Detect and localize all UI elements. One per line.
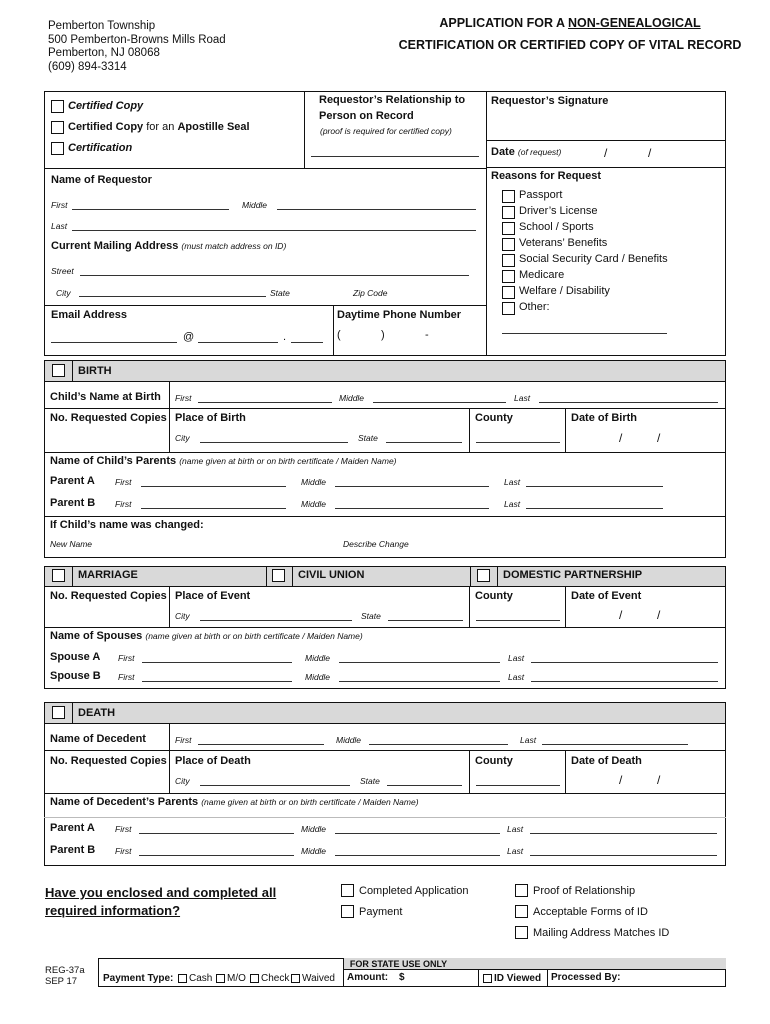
mailing-address-id-label: Mailing Address Matches ID [533,927,670,939]
spouse-a-first-label: First [118,653,135,663]
spouse-b-last-field[interactable] [531,681,718,682]
reason-social-security-label: Social Security Card / Benefits [519,253,668,265]
marriage-copies-label: No. Requested Copies [50,590,167,602]
death-county-field[interactable] [476,785,560,786]
death-date-slash-2: / [657,773,661,787]
reason-welfare-disability-checkbox[interactable] [502,286,515,299]
phone-close-paren: ) [381,329,385,341]
decedent-last-field[interactable] [542,744,688,745]
requestor-middle-label: Middle [242,200,268,210]
org-address-line2: Pemberton, NJ 08068 [48,47,160,59]
parent-b-label: Parent B [50,497,96,509]
decedent-parent-b-first-field[interactable] [139,855,294,856]
birth-county-field[interactable] [476,442,560,443]
decedent-last-label: Last [520,735,537,745]
child-first-label: First [175,393,192,403]
decedent-parent-b-first-label: First [115,846,132,856]
email-dot: . [283,331,287,343]
decedent-first-field[interactable] [198,744,324,745]
parent-a-middle-field[interactable] [335,486,489,487]
requestor-first-label: First [51,200,68,210]
marriage-checkbox[interactable] [52,569,65,582]
state-label: State [270,288,290,298]
reason-medicare-label: Medicare [519,269,565,281]
reasons-label: Reasons for Request [491,170,602,182]
spouse-b-last-label: Last [508,672,525,682]
pay-check-checkbox[interactable] [250,974,259,983]
death-county-label: County [475,755,513,767]
decedent-parent-b-middle-field[interactable] [335,855,500,856]
org-address-line1: 500 Pemberton-Browns Mills Road [48,34,226,46]
spouse-a-middle-label: Middle [305,653,331,663]
birth-date-label: Date of Birth [571,412,637,424]
requestor-last-field[interactable] [72,230,476,231]
death-section-title: DEATH [78,707,116,719]
phone-open-paren: ( [337,329,341,341]
street-field[interactable] [80,275,469,276]
decedent-parent-a-label: Parent A [50,822,95,834]
form-title-line1 [380,13,760,34]
checklist-question-1: Have you enclosed and completed all [45,885,277,900]
birth-checkbox[interactable] [52,364,65,377]
decedent-parent-b-middle-label: Middle [301,846,327,856]
org-phone: (609) 894-3314 [48,61,127,73]
birth-city-label: City [175,433,190,443]
spouse-b-label: Spouse B [50,670,101,682]
spouse-a-label: Spouse A [50,651,101,663]
certified-copy-label: Certified Copy [68,100,144,112]
completed-application-label: Completed Application [359,885,469,897]
describe-change-label: Describe Change [343,539,409,549]
relationship-field[interactable] [311,156,479,157]
death-checkbox[interactable] [52,706,65,719]
spouses-label: Name of Spouses (name given at birth or on birth certificate / Maiden Name) [50,630,363,642]
marriage-city-label: City [175,611,190,621]
certification-label: Certification [68,142,133,154]
email-label: Email Address [51,309,128,321]
city-label: City [56,288,71,298]
parent-b-last-field[interactable] [526,508,663,509]
parent-b-last-label: Last [504,499,521,509]
pay-mo-label: M/O [227,973,246,984]
reason-passport-checkbox[interactable] [502,190,515,203]
parent-b-middle-field[interactable] [335,508,489,509]
child-last-label: Last [514,393,531,403]
marriage-city-field[interactable] [200,620,352,621]
title-prefix: APPLICATION FOR A [439,16,569,30]
zip-label: Zip Code [353,288,388,298]
amount-label: Amount: [347,972,389,983]
title-underlined: NON-GENEALOGICAL [568,16,701,30]
reason-other-label: Other: [519,301,550,313]
decedent-parent-b-last-label: Last [507,846,524,856]
child-last-field[interactable] [539,402,718,403]
reason-passport-label: Passport [519,189,563,201]
death-date-label: Date of Death [571,755,642,767]
phone-label: Daytime Phone Number [337,309,462,321]
child-middle-field[interactable] [373,402,506,403]
name-changed-label: If Child’s name was changed: [50,519,204,531]
birth-copies-label: No. Requested Copies [50,412,167,424]
proof-of-relationship-checkbox[interactable] [515,884,528,897]
proof-of-relationship-label: Proof of Relationship [533,885,636,897]
domestic-partnership-checkbox[interactable] [477,569,490,582]
certified-copy-checkbox[interactable] [51,100,64,113]
death-state-label: State [360,776,380,786]
spouse-b-middle-label: Middle [305,672,331,682]
civil-union-title: CIVIL UNION [298,569,365,581]
spouse-b-first-field[interactable] [142,681,292,682]
domestic-partnership-title: DOMESTIC PARTNERSHIP [503,569,643,581]
requestor-last-label: Last [51,221,68,231]
birth-state-field[interactable] [386,442,462,443]
decedent-parent-a-last-label: Last [507,824,524,834]
death-section [44,702,726,866]
birth-date-slash-2: / [657,431,661,445]
parent-b-first-label: First [115,499,132,509]
birth-state-label: State [358,433,378,443]
decedent-name-label: Name of Decedent [50,733,146,745]
marriage-county-field[interactable] [476,620,560,621]
parent-a-last-field[interactable] [526,486,663,487]
payment-label: Payment [359,906,403,918]
relationship-label-1: Requestor’s Relationship to [319,94,466,106]
mailing-address-label: Current Mailing Address (must match address on ID) [51,240,287,252]
form-id: REG-37a [45,965,85,976]
new-name-label: New Name [50,539,93,549]
decedent-parent-b-label: Parent B [50,844,96,856]
payment-type-label: Payment Type: [103,973,174,984]
email-at: @ [183,331,195,343]
reason-veterans-benefits-checkbox[interactable] [502,238,515,251]
death-city-field[interactable] [200,785,350,786]
pay-waived-label: Waived [302,973,335,984]
child-parents-label: Name of Child’s Parents (name given at birth or on birth certificate / Maiden Name) [50,455,397,467]
birth-section-title: BIRTH [78,365,112,377]
relationship-note: (proof is required for certified copy) [320,126,452,136]
mailing-address-id-checkbox[interactable] [515,926,528,939]
requestor-middle-field[interactable] [277,209,476,210]
city-field[interactable] [79,296,266,297]
relationship-label-2: Person on Record [319,110,414,122]
decedent-middle-label: Middle [336,735,362,745]
death-state-field[interactable] [387,785,462,786]
marriage-state-field[interactable] [388,620,463,621]
death-city-label: City [175,776,190,786]
marriage-place-label: Place of Event [175,590,251,602]
street-label: Street [51,266,74,276]
birth-county-label: County [475,412,513,424]
marriage-date-slash-1: / [619,608,623,622]
requestor-first-field[interactable] [72,209,229,210]
birth-date-slash-1: / [619,431,623,445]
birth-city-field[interactable] [200,442,348,443]
pay-check-label: Check [261,973,290,984]
reason-school-sports-checkbox[interactable] [502,222,515,235]
decedent-parent-a-middle-label: Middle [301,824,327,834]
amount-dollar: $ [399,972,405,983]
parent-b-middle-label: Middle [301,499,327,509]
date-slash-2: / [648,146,652,160]
pay-cash-label: Cash [189,973,213,984]
spouse-b-middle-field[interactable] [339,681,500,682]
email-user-field[interactable] [51,342,177,343]
date-label: Date (of request) [491,146,562,158]
decedent-parent-b-last-field[interactable] [530,855,717,856]
birth-header-bar [44,360,726,382]
reason-social-security-checkbox[interactable] [502,254,515,267]
decedent-parent-a-first-field[interactable] [139,833,294,834]
pay-waived-checkbox[interactable] [291,974,300,983]
acceptable-id-checkbox[interactable] [515,905,528,918]
decedent-parents-label: Name of Decedent’s Parents (name given at birth or on birth certificate / Maiden Name) [50,796,419,808]
state-use-label: FOR STATE USE ONLY [349,959,448,969]
marriage-county-label: County [475,590,513,602]
reason-veterans-benefits-label: Veterans’ Benefits [519,237,608,249]
reason-other-checkbox[interactable] [502,302,515,315]
death-date-slash-1: / [619,773,623,787]
spouse-a-first-field[interactable] [142,662,292,663]
email-tld-field[interactable] [291,342,323,343]
parent-a-middle-label: Middle [301,477,327,487]
apostille-checkbox[interactable] [51,121,64,134]
death-place-label: Place of Death [175,755,251,767]
form-title-line2: CERTIFICATION OR CERTIFIED COPY OF VITAL RECORD [398,38,742,52]
reason-school-sports-label: School / Sports [519,221,594,233]
marriage-title: MARRIAGE [78,569,138,581]
parent-b-first-field[interactable] [141,508,286,509]
payment-checkbox[interactable] [341,905,354,918]
checklist-question-2: required information? [45,903,181,918]
child-middle-label: Middle [339,393,365,403]
date-slash-1: / [604,146,608,160]
spouse-a-last-label: Last [508,653,525,663]
decedent-first-label: First [175,735,192,745]
parent-a-first-label: First [115,477,132,487]
decedent-parent-a-last-field[interactable] [530,833,717,834]
decedent-parent-a-first-label: First [115,824,132,834]
id-viewed-checkbox[interactable] [483,974,492,983]
death-copies-label: No. Requested Copies [50,755,167,767]
pay-cash-checkbox[interactable] [178,974,187,983]
spouse-a-middle-field[interactable] [339,662,500,663]
reason-drivers-license-checkbox[interactable] [502,206,515,219]
id-viewed-label: ID Viewed [494,973,542,984]
death-header-bar [44,702,726,724]
signature-label: Requestor’s Signature [491,95,609,107]
form-date: SEP 17 [45,976,78,987]
reason-drivers-license-label: Driver’s License [519,205,598,217]
apostille-label: Certified Copy for an Apostille Seal [68,121,250,133]
parent-a-last-label: Last [504,477,521,487]
marriage-date-label: Date of Event [571,590,642,602]
civil-union-checkbox[interactable] [272,569,285,582]
parent-a-label: Parent A [50,475,95,487]
reason-medicare-checkbox[interactable] [502,270,515,283]
processed-by-label: Processed By: [551,972,621,983]
marriage-date-slash-2: / [657,608,661,622]
phone-dash: - [425,329,429,341]
certification-checkbox[interactable] [51,142,64,155]
pay-mo-checkbox[interactable] [216,974,225,983]
child-name-label: Child’s Name at Birth [50,391,161,403]
decedent-middle-field[interactable] [369,744,508,745]
requestor-name-label: Name of Requestor [51,174,152,186]
child-first-field[interactable] [198,402,332,403]
decedent-parent-a-middle-field[interactable] [335,833,500,834]
acceptable-id-label: Acceptable Forms of ID [533,906,648,918]
spouse-b-first-label: First [118,672,135,682]
parent-a-first-field[interactable] [141,486,286,487]
spouse-a-last-field[interactable] [531,662,718,663]
org-name: Pemberton Township [48,20,156,32]
other-reason-field[interactable] [502,333,667,334]
email-domain-field[interactable] [198,342,278,343]
reason-welfare-disability-label: Welfare / Disability [519,285,610,297]
birth-place-label: Place of Birth [175,412,246,424]
completed-application-checkbox[interactable] [341,884,354,897]
marriage-state-label: State [361,611,381,621]
